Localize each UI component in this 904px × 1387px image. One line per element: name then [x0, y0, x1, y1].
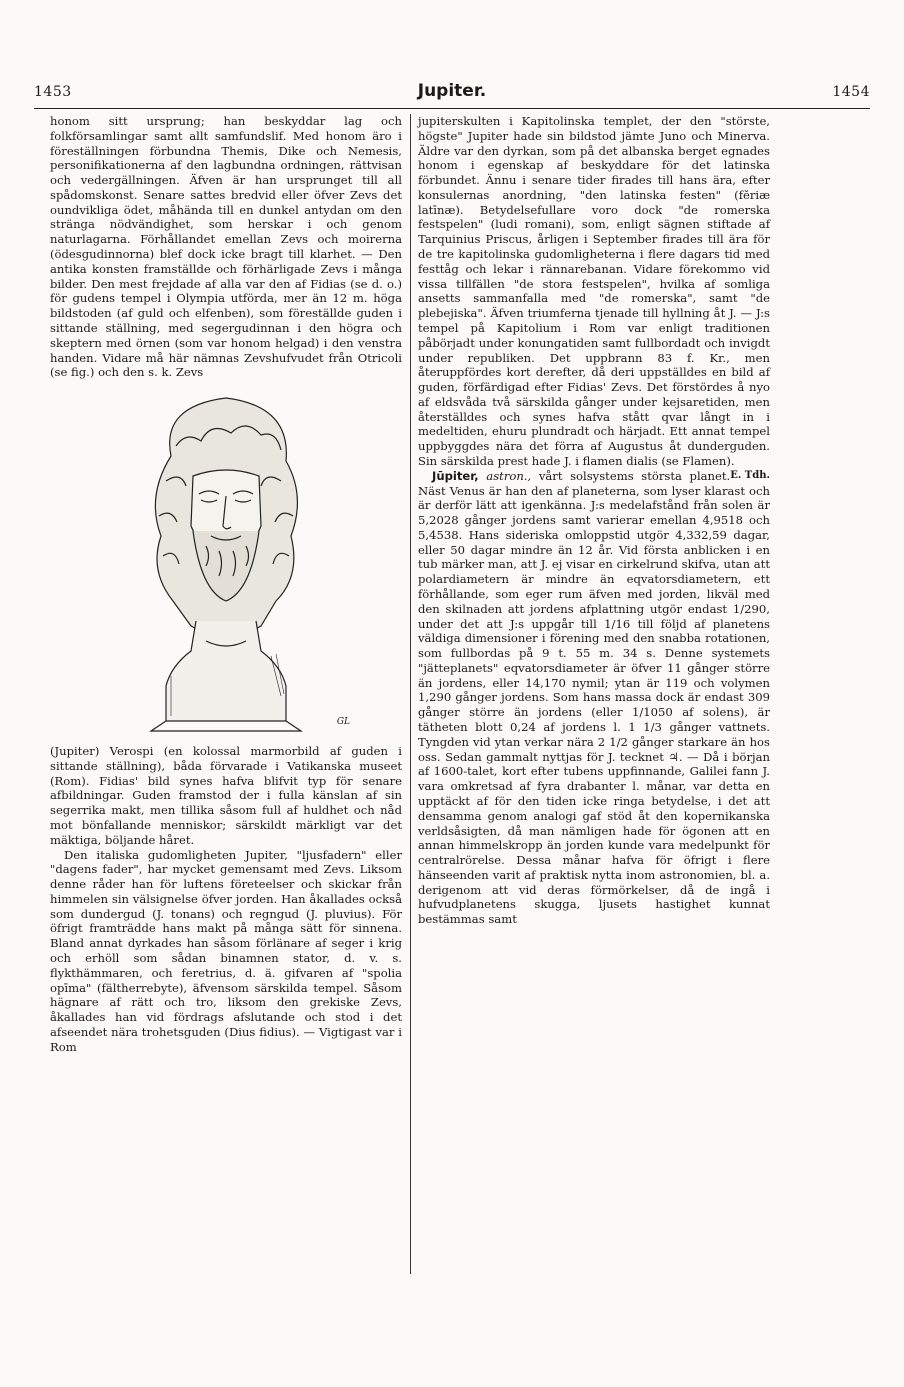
- zeus-bust-illustration: [111, 386, 341, 736]
- page-title: Jupiter.: [417, 81, 487, 101]
- entry-headword: Jūpiter,: [432, 468, 479, 483]
- zeus-head-figure: [50, 386, 402, 738]
- left-paragraph-3: Den italiska gudomligheten Jupiter, "ljusfadern" eller "dagens fader", har mycket gemensamt med Zevs. Liksom denne råder han för luftens företeelser och skickar från himmelen sin välsignelse öfver jorden. Han åkallades också som dundergud (J. tonans) och regngud (J. pluvius). För öfrigt framträdde hans makt på många sätt för sinnena. Bland annat dyrkades han såsom förlänare af seger i krig och erhöll som sådan binamnen stator, d. v. s. flykthämmaren, och feretrius, d. ä. gifvaren af "spolia opīma" (fältherrebyte), äfvensom särskilda tempel. Såsom hägnare af rätt och tro, liksom den grekiske Zevs, åkallades han vid fördrags afslutande och stod i det afseendet nära trohetsguden (Dius fidius). — Vigtigast var i Rom: [50, 847, 402, 1054]
- page-number-right: 1454: [832, 84, 870, 100]
- left-column: [50, 114, 402, 1054]
- figure-signature-mark: GL: [336, 717, 350, 728]
- left-paragraph-2: (Jupiter) Verospi (en kolossal marmorbild af guden i sittande ställning), båda förvarade i Vatikanska museet (Rom). Fidias' bild synes hafva blifvit typ för senare afbildningar. Guden framstod der i fulla känslan af sin segerrika makt, men tillika såsom full af huldhet och nåd mot bönfallande menniskor; särskildt märkligt var det mäktiga, böljande håret.: [50, 744, 402, 847]
- right-paragraph-1-text: jupiterskulten i Kapitolinska templet, der den "störste, högste" Jupiter hade sin bildstod jämte Juno och Minerva. Äldre var den dyrkan, som på det albanska berget egnades honom i egenskap af beskyddare för det latinska förbundet. Ännu i senare tider firades till hans ära, efter konsulernas anordning, "den latinska festen" (fĕriæ latīnæ). Betydelsefullare voro dock "de romerska festspelen" (ludi romani), som, enligt sägnen stiftade af Tarquinius Priscus, årligen i September firades till ära för de tre kapitolinska gudomligheterna i flere dagars tid med festtåg och lekar i rännarebanan. Vidare förekommo vid vissa tillfällen "de stora festspelen", hvilka af somliga ansetts sammanfalla med "de romerska", samt "de plebejiska". Äfven triumferna tjenade till hyllning åt J. — J:s tempel på Kapitolium i Rom var enligt traditionen påbörjadt under konungatiden samt fullbordadt och invigdt under republiken. Det uppbrann 83 f. Kr., men återuppfördes kort derefter, då deri uppställdes en bild af guden, förfärdigad efter Fidias' Zevs. Det förstördes å nyo af eldsvåda två särskilda gånger under kejsaretiden, men återställdes och synes hafva stått qvar långt in i medeltiden, ehuru plundradt och härjadt. Ett annat tempel uppbyggdes nära det förra af Augustus åt dunderguden. Sin särskilda prest hade J. i flamen dialis (se Flamen).: [418, 114, 770, 468]
- entry-text: vårt solsystems största planet. Näst Venus är han den af planeterna, som lyser klarast och är derför lätt att igenkänna. J:s medelafstånd från solen är 5,2028 gånger jordens samt varierar emellan 4,9518 och 5,4538. Hans sideriska omloppstid utgör 4,332,59 dagar, eller 50 dagar mindre än 12 år. Vid första anblicken i en tub märker man, att J. ej visar en cirkelrund skifva, utan att polardiametern är mindre än eqvatorsdiametern, ett förhållande, som eger rum äfven med jorden, likväl med den skilnaden att jordens afplattning utgör endast 1/290, under det att J:s uppgår till 1/16 till följd af planetens väldiga dimensioner i förening med den snabba rotationen, som fullbordas på 9 t. 55 m. 34 s. Denne systemets "jätteplanets" eqvatorsdiameter är öfver 11 gånger större än jordens, eller 14,170 nymil; ytan är 119 och volymen 1,290 gånger jordens. Som hans massa dock är endast 309 gånger större än jordens (eller 1/1050 af solens), är tätheten blott 0,24 af jordens l. 1 1/3 gånger vattnets. Tyngden vid ytan verkar nära 2 1/2 gånger starkare än hos oss. Sedan gammalt nyttjas för J. tecknet ♃. — Då i början af 1600-talet, kort efter tubens uppfinnande, Galilei fann J. vara omkretsad af fyra drabanter l. månar, var detta en upptäckt af för den tiden icke ringa betydelse, i det att densamma genom analogi gaf stöd åt den kopernikanska verldsåsigten, då man nämligen hade för ögonen att en annan himmelskropp än jorden kunde vara medelpunkt för centralrörelse. Dessa månar hafva för öfrigt i flere hänseenden varit af praktisk nytta inom astronomien, bl. a. derigenom att vid deras förmörkelser, då de ingå i hufvudplanetens skugga, ljusets hastighet kunnat bestämmas samt: [418, 468, 770, 927]
- right-column: [418, 114, 770, 927]
- page-header: [34, 81, 870, 109]
- right-paragraph-2: [418, 469, 770, 927]
- entry-label: astron.,: [486, 468, 532, 483]
- page-number-left: 1453: [34, 84, 72, 100]
- left-paragraph-1: honom sitt ursprung; han beskyddar lag och folkförsamlingar samt allt samfundslif. Med honom äro i föreställningen förbundna Themis, Dike och Nemesis, personifikationerna af den lagbundna ordningen, rättvisan och vedergällningen. Äfven är han ursprunget till all spådomskonst. Senare sattes bredvid eller öfver Zevs det oundvikliga ödet, måhända till en dunkel antydan om den stränga nödvändighet, som herskar i och genom naturlagarna. Förhållandet emellan Zevs och moirerna (ödesgudinnorna) blef dock icke bragt till klarhet. — Den antika konsten framställde och förhärligade Zevs i många bilder. Den mest frejdade af alla var den af Fidias (se d. o.) för gudens tempel i Olympia utförda, mer än 12 m. höga bildstoden (af guld och elfenben), som föreställde guden i sittande ställning, med segergudinnan i den högra och skeptern med örnen (som var honom helgad) i den venstra handen. Vidare må här nämnas Zevshufvudet från Otricoli (se fig.) och den s. k. Zevs: [50, 114, 402, 380]
- column-divider: [410, 114, 411, 1274]
- author-signature: E. Tdh.: [730, 469, 770, 481]
